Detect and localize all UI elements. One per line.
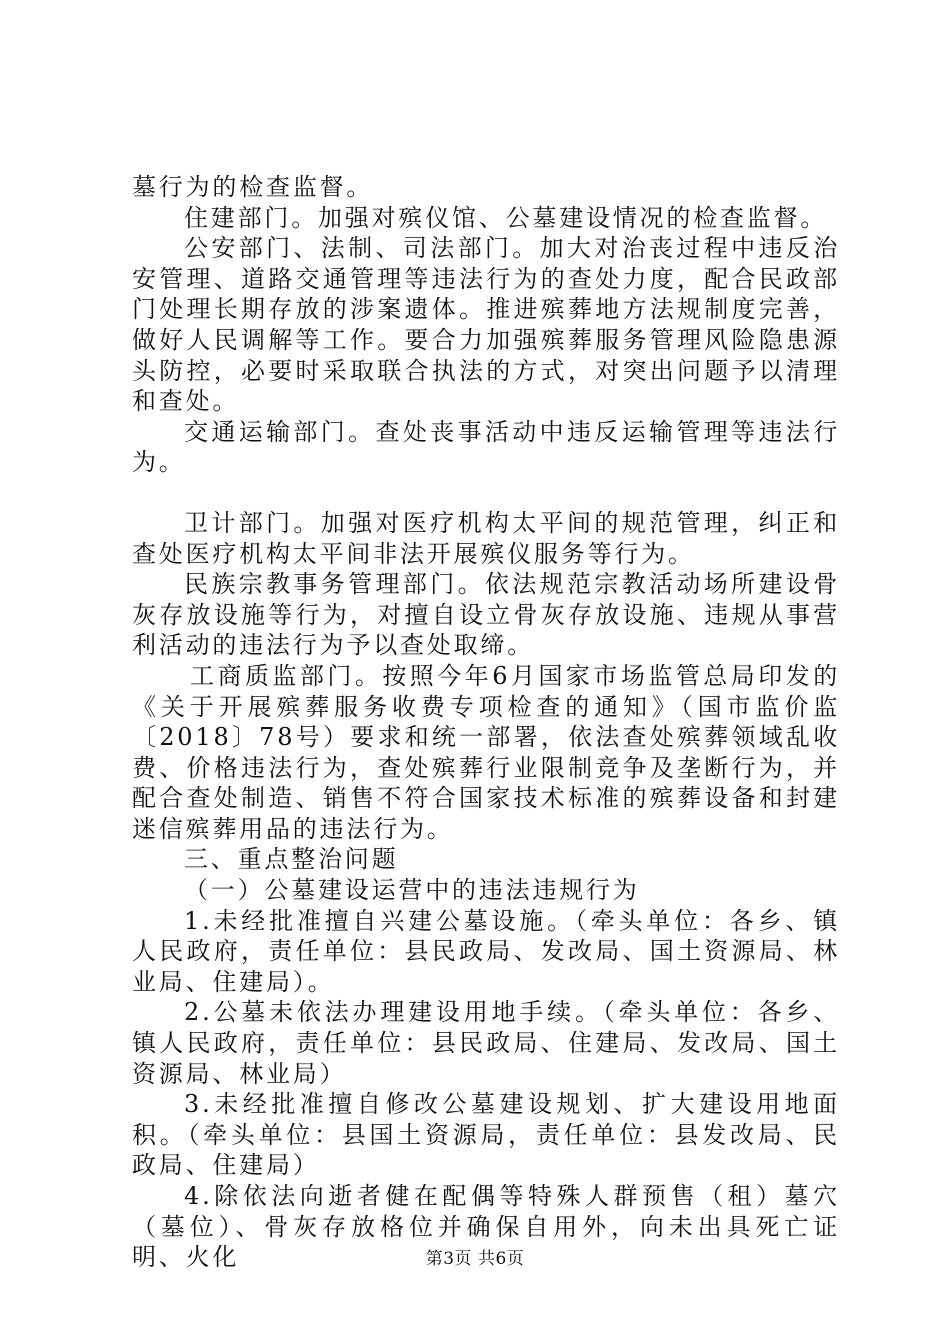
list-item-2: 2.公墓未依法办理建设用地手续。（牵头单位：各乡、镇人民政府，责任单位：县民政局、住建局、发改局、国土资源局、林业局） [132, 998, 840, 1088]
subsection-heading-cemetery-violations: （一）公墓建设运营中的违法违规行为 [184, 876, 640, 905]
paragraph-transport-dept: 交通运输部门。查处丧事活动中违反运输管理等违法行为。 [132, 417, 840, 477]
document-body [132, 172, 840, 1273]
list-item-1: 1.未经批准擅自兴建公墓设施。（牵头单位：各乡、镇人民政府，责任单位：县民政局、发改局、国土资源局、林业局、住建局）。 [132, 906, 840, 996]
paragraph-continuation: 墓行为的检查监督。 [132, 173, 374, 201]
paragraph-industry-commerce-dept: 工商质监部门。按照今年6月国家市场监管总局印发的《关于开展殡葬服务收费专项检查的通知》（国市监价监〔2018〕78号）要求和统一部署，依法查处殡葬领域乱收费、价格违法行为，查处殡葬行业限制竞争及垄断行为，并配合查处制造、销售不符合国家技术标准的殡葬设备和封建迷信殡葬用品的违法行为。 [132, 661, 840, 843]
paragraph-health-dept: 卫计部门。加强对医疗机构太平间的规范管理，纠正和查处医疗机构太平间非法开展殡仪服务等行为。 [132, 508, 840, 568]
paragraph-religious-affairs-dept: 民族宗教事务管理部门。依法规范宗教活动场所建设骨灰存放设施等行为，对擅自设立骨灰存放设施、违规从事营利活动的违法行为予以查处取缔。 [132, 570, 840, 660]
paragraph-housing-dept: 住建部门。加强对殡仪馆、公墓建设情况的检查监督。 [184, 203, 828, 232]
section-heading-key-issues: 三、重点整治问题 [184, 845, 399, 874]
page-footer: 第3页 共6页 [425, 1249, 525, 1269]
list-item-4: 4.除依法向逝者健在配偶等特殊人群预售（租）墓穴（墓位）、骨灰存放格位并确保自用外，向未出具死亡证明、火化 [132, 1182, 840, 1272]
list-item-3: 3.未经批准擅自修改公墓建设规划、扩大建设用地面积。（牵头单位：县国土资源局，责任单位：县发改局、民政局、住建局） [132, 1090, 840, 1180]
paragraph-public-security-dept: 公安部门、法制、司法部门。加大对治丧过程中违反治安管理、道路交通管理等违法行为的查处力度，配合民政部门处理长期存放的涉案遗体。推进殡葬地方法规制度完善，做好人民调解等工作。要合力加强殡葬服务管理风险隐患源头防控，必要时采取联合执法的方式，对突出问题予以清理和查处。 [132, 234, 840, 416]
